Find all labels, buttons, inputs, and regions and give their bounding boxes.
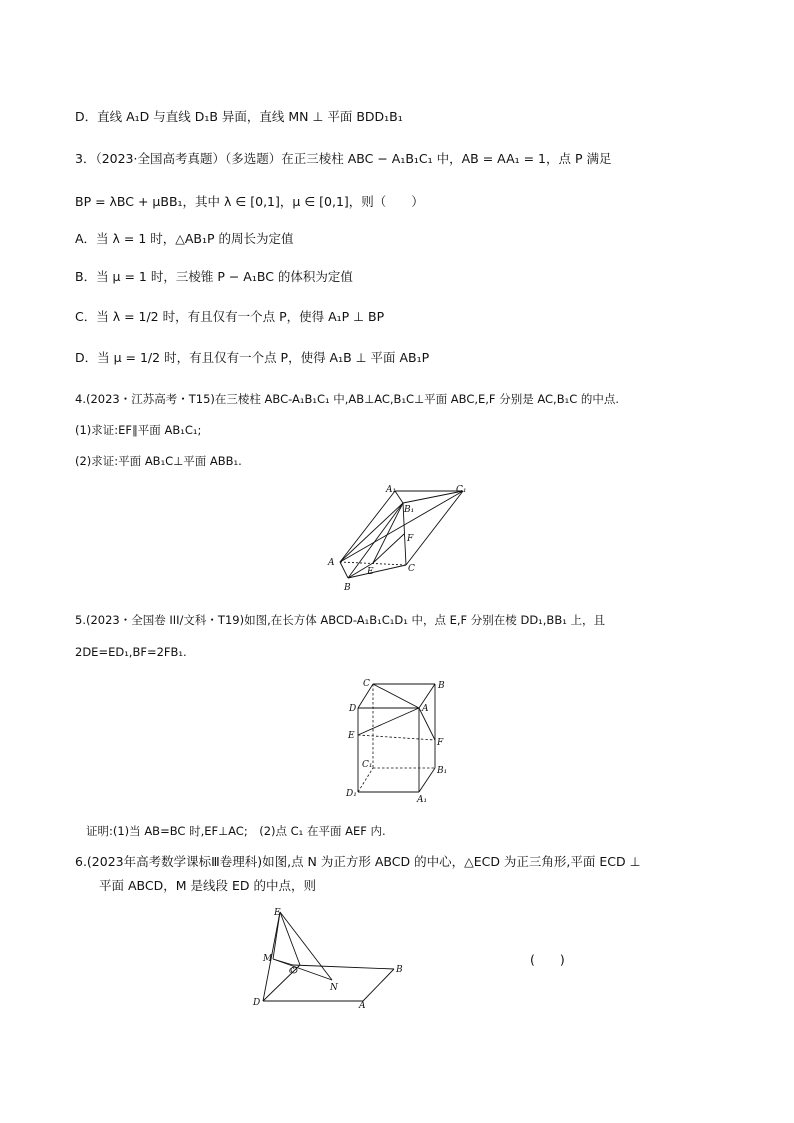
q5-label-e: E xyxy=(348,731,355,741)
q5-label-f: F xyxy=(437,738,444,748)
q6-answer-paren: ( ) xyxy=(530,952,565,967)
q4-prism-figure xyxy=(320,482,480,594)
q5-label-a1: A₁ xyxy=(417,795,428,803)
q2-option-d: D．直线 A₁D 与直线 D₁B 异面，直线 MN ⊥ 平面 BDD₁B₁ xyxy=(75,109,403,124)
q4-stem: 4.(2023・江苏高考・T15)在三棱柱 ABC-A₁B₁C₁ 中,AB⊥AC,B₁C⊥平面 ABC,E,F 分别是 AC,B₁C 的中点. xyxy=(75,392,620,406)
q6-label-b: B xyxy=(396,965,403,975)
q3-option-d: D．当 μ = 1/2 时，有且仅有一个点 P，使得 A₁B ⊥ 平面 AB₁P xyxy=(75,350,430,365)
q5-stem-line2: 2DE=ED₁,BF=2FB₁. xyxy=(75,645,187,659)
q6-figure xyxy=(245,903,410,1011)
q3-stem: 3．（2023·全国高考真题）（多选题）在正三棱柱 ABC − A₁B₁C₁ 中，AB = AA₁ = 1，点 P 满足 xyxy=(75,151,612,166)
q4-part-1: (1)求证:EF∥平面 AB₁C₁; xyxy=(75,423,202,437)
q5-label-d1: D₁ xyxy=(346,789,357,799)
q5-label-a: A xyxy=(422,704,429,714)
q5-label-d: D xyxy=(349,704,357,714)
q5-stem-line1: 5.(2023・全国卷 III/文科・T19)如图,在长方体 ABCD-A₁B₁C₁D₁ 中，点 E,F 分别在棱 DD₁,BB₁ 上，且 xyxy=(75,613,605,627)
q6-label-a: A xyxy=(359,1001,366,1011)
q4-label-b1: B₁ xyxy=(404,505,415,515)
q6-label-c: C xyxy=(289,967,295,975)
q4-label-e: E xyxy=(367,567,374,577)
q4-label-c: C xyxy=(408,564,415,574)
q4-part-2: (2)求证:平面 AB₁C⊥平面 ABB₁. xyxy=(75,454,242,468)
q3-option-a: A．当 λ = 1 时，△AB₁P 的周长为定值 xyxy=(75,231,294,246)
q5-label-b1: B₁ xyxy=(437,766,448,776)
q6-stem-line1: 6.(2023年高考数学课标Ⅲ卷理科)如图,点 N 为正方形 ABCD 的中心，△ECD 为正三角形,平面 ECD ⊥ xyxy=(75,854,641,869)
q3-option-c: C．当 λ = 1/2 时，有且仅有一个点 P，使得 A₁P ⊥ BP xyxy=(75,309,385,324)
q6-label-e: E xyxy=(274,908,281,918)
q5-label-c1: C₁ xyxy=(362,760,373,770)
q6-label-m: M xyxy=(263,954,273,964)
q4-label-b: B xyxy=(344,583,351,593)
q3-formula: BP = λBC + μBB₁，其中 λ ∈ [0,1]，μ ∈ [0,1]，则（ ） xyxy=(75,194,424,209)
q4-label-a1: A₁ xyxy=(386,485,397,495)
q5-cuboid-figure xyxy=(340,675,460,803)
q6-label-d: D xyxy=(253,998,261,1008)
q5-proof: 证明:(1)当 AB=BC 时,EF⊥AC; (2)点 C₁ 在平面 AEF 内. xyxy=(86,824,386,838)
q4-label-a: A xyxy=(328,558,335,568)
q6-stem-line2: 平面 ABCD，M 是线段 ED 的中点，则 xyxy=(99,878,316,893)
q5-label-b: B xyxy=(438,681,445,691)
q4-label-f: F xyxy=(407,534,414,544)
q4-label-c1: C₁ xyxy=(456,485,467,495)
q5-label-c: C xyxy=(363,679,370,689)
q3-option-b: B．当 μ = 1 时，三棱锥 P − A₁BC 的体积为定值 xyxy=(75,269,353,284)
q6-label-n: N xyxy=(330,983,338,993)
